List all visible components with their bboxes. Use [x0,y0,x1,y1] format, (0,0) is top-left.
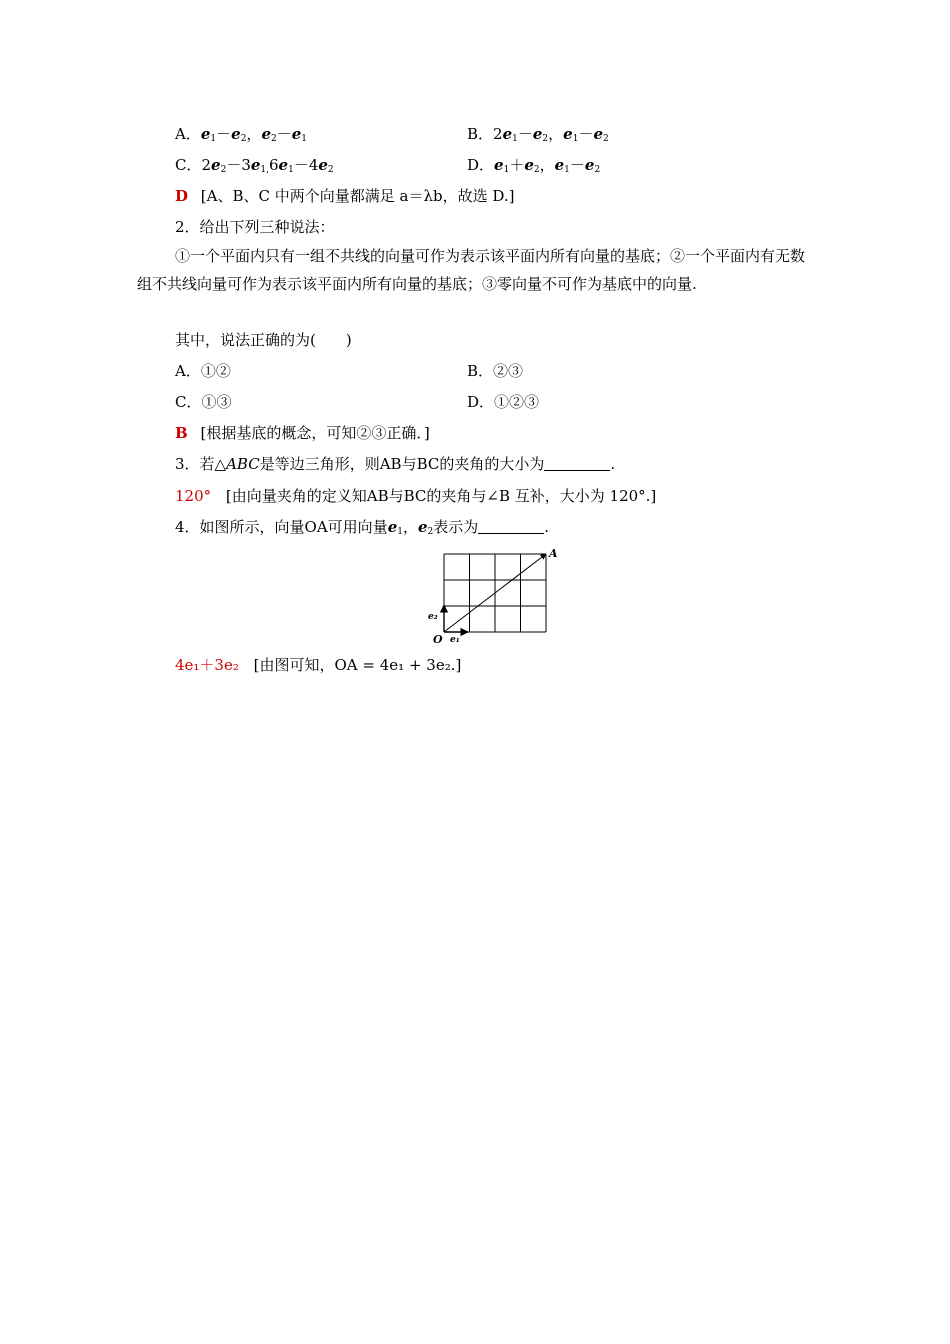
q2-option-d: D．①②③ [467,393,540,411]
q3-answer [175,486,656,506]
q3-answer-value: 120° [175,487,212,505]
q1-option-a: A．$e_1-e_2$，$e_2-e_1$ [175,125,308,144]
q4-answer-blank [478,519,544,534]
q2-stem: 2．给出下列三种说法： [175,218,335,236]
q4-stem: 4．如图所示，向量OA可用向量$e_1$，$e_2$表示为 . [175,518,550,537]
q1-option-b: B．$2e_1-e_2$，$e_1-e_2$ [467,125,609,144]
q2-answer [175,423,430,443]
q1-option-c: C．$2e_2-3e_{1,}6e_1-4e_2$ [175,156,334,175]
q2-statements: ①一个平面内只有一组不共线的向量可作为表示该平面内所有向量的基底；②一个平面内有无数组不共线向量可作为表示该平面内所有向量的基底；③零向量不可作为基底中的向量. [137,247,806,293]
q1-answer-explanation: [A、B、C 中两个向量都满足 a＝λb，故选 D.] [200,187,515,205]
q2-answer-letter: B [175,424,188,442]
q1-answer-letter: D [175,187,189,205]
label-o: O [433,633,443,646]
q2-option-a: A．①② [175,362,231,380]
q2-question: 其中，说法正确的为( ) [175,331,352,349]
q4-answer [175,655,461,675]
q3-stem: 3．若△ABC是等边三角形，则AB与BC的夹角的大小为 . [175,455,616,473]
label-a: A [549,547,558,560]
vector-grid-figure [420,545,560,647]
q3-answer-explanation: [由向量夹角的定义知AB与BC的夹角与∠B 互补，大小为 120°.] [225,487,657,505]
q1-option-d: D．$e_1+e_2$，$e_1-e_2$ [467,156,601,175]
label-e1: e₁ [450,635,460,645]
q4-answer-explanation: [由图可知，OA = 4e₁ + 3e₂.] [253,656,462,674]
q2-answer-explanation: [根据基底的概念，可知②③正确．] [200,424,430,442]
label-e2: e₂ [428,612,438,622]
q4-answer-value: 4e₁＋3e₂ [175,656,239,674]
q2-option-b: B．②③ [467,362,524,380]
q3-answer-blank [544,456,610,471]
q1-answer [175,186,514,206]
q2-option-c: C．①③ [175,393,232,411]
